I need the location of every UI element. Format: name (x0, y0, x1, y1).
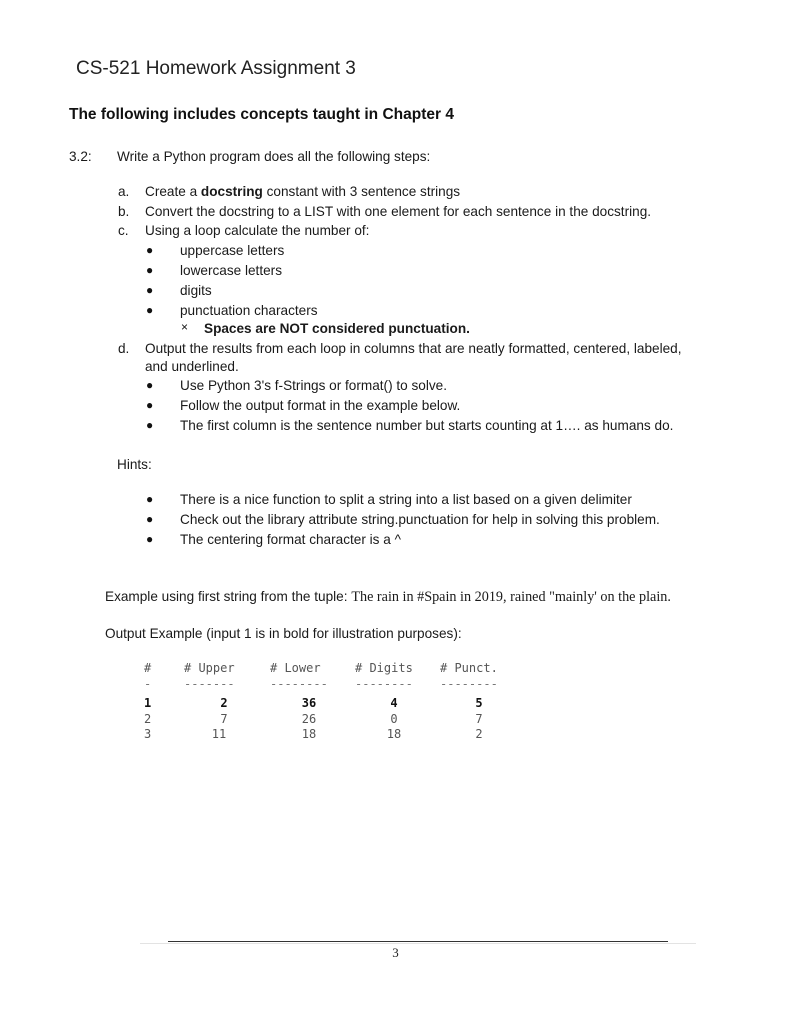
step-a-bold: docstring (200, 184, 263, 199)
section-subtitle: The following includes concepts taught in Chapter 4 (69, 106, 454, 123)
hints-heading: Hints: (117, 457, 152, 472)
list-item: uppercase letters (180, 243, 285, 258)
step-a-label: a. (118, 184, 130, 199)
table-cell: 5 (475, 696, 483, 710)
list-item: Follow the output format in the example below. (180, 398, 461, 413)
footer-divider (168, 941, 668, 942)
table-underline: ------- (184, 677, 235, 691)
table-header-upper: # Upper (184, 661, 235, 675)
punctuation-note: Spaces are NOT considered punctuation. (204, 321, 470, 336)
hint-item: The centering format character is a ^ (180, 532, 401, 547)
bullet-icon: ● (146, 283, 154, 297)
problem-intro: Write a Python program does all the following steps: (117, 149, 431, 164)
bullet-icon: ● (146, 398, 154, 412)
step-b-label: b. (118, 204, 130, 219)
table-cell: 1 (144, 696, 152, 710)
bullet-icon: ● (146, 532, 154, 546)
table-cell: 7 (220, 712, 228, 726)
list-item: punctuation characters (180, 303, 318, 318)
step-d-line2: and underlined. (145, 359, 239, 374)
table-cell: 11 (211, 727, 227, 741)
step-a-text-after: constant with 3 sentence strings (262, 184, 461, 199)
table-cell: 26 (301, 712, 317, 726)
bullet-icon: ● (146, 263, 154, 277)
bullet-icon: ● (146, 243, 154, 257)
cross-icon: × (181, 320, 189, 334)
problem-number: 3.2: (69, 149, 92, 164)
table-cell: 2 (475, 727, 483, 741)
bullet-icon: ● (146, 418, 154, 432)
bullet-icon: ● (146, 492, 154, 506)
list-item: lowercase letters (180, 263, 282, 278)
hint-item: There is a nice function to split a string into a list based on a given delimiter (180, 492, 632, 507)
step-c-label: c. (118, 223, 129, 238)
table-underline: -------- (355, 677, 413, 691)
table-header-lower: # Lower (270, 661, 321, 675)
table-underline: -------- (270, 677, 328, 691)
table-cell: 18 (301, 727, 317, 741)
page-number: 3 (392, 945, 399, 960)
example-sentence: The rain in #Spain in 2019, rained "mainly' on the plain. (351, 589, 671, 605)
page-title: CS-521 Homework Assignment 3 (76, 58, 356, 79)
table-underline: - (144, 677, 152, 691)
footer-divider-faint (140, 943, 696, 944)
table-header-number: # (144, 661, 152, 675)
table-cell: 0 (390, 712, 398, 726)
table-header-digits: # Digits (355, 661, 413, 675)
output-example-label: Output Example (input 1 is in bold for illustration purposes): (105, 626, 462, 641)
list-item: The first column is the sentence number but starts counting at 1…. as humans do. (180, 418, 674, 433)
table-underline: -------- (440, 677, 498, 691)
list-item: Use Python 3's f-Strings or format() to solve. (180, 378, 448, 393)
list-item: digits (180, 283, 212, 298)
hint-item: Check out the library attribute string.punctuation for help in solving this problem. (180, 512, 660, 527)
step-d-label: d. (118, 341, 130, 356)
step-a-text-before: Create a (145, 184, 201, 199)
table-cell: 2 (144, 712, 152, 726)
step-d-line1: Output the results from each loop in columns that are neatly formatted, centered, labeled, (145, 341, 682, 356)
table-cell: 2 (220, 696, 228, 710)
table-cell: 7 (475, 712, 483, 726)
table-header-punct: # Punct. (440, 661, 498, 675)
example-line (105, 589, 671, 606)
bullet-icon: ● (146, 303, 154, 317)
step-c-text: Using a loop calculate the number of: (145, 223, 370, 238)
table-cell: 18 (386, 727, 402, 741)
table-cell: 3 (144, 727, 152, 741)
bullet-icon: ● (146, 512, 154, 526)
step-b-text: Convert the docstring to a LIST with one element for each sentence in the docstring. (145, 204, 652, 219)
step-a-text (145, 184, 460, 199)
table-cell: 36 (301, 696, 317, 710)
table-cell: 4 (390, 696, 398, 710)
bullet-icon: ● (146, 378, 154, 392)
example-label: Example using first string from the tuple: (105, 589, 348, 604)
